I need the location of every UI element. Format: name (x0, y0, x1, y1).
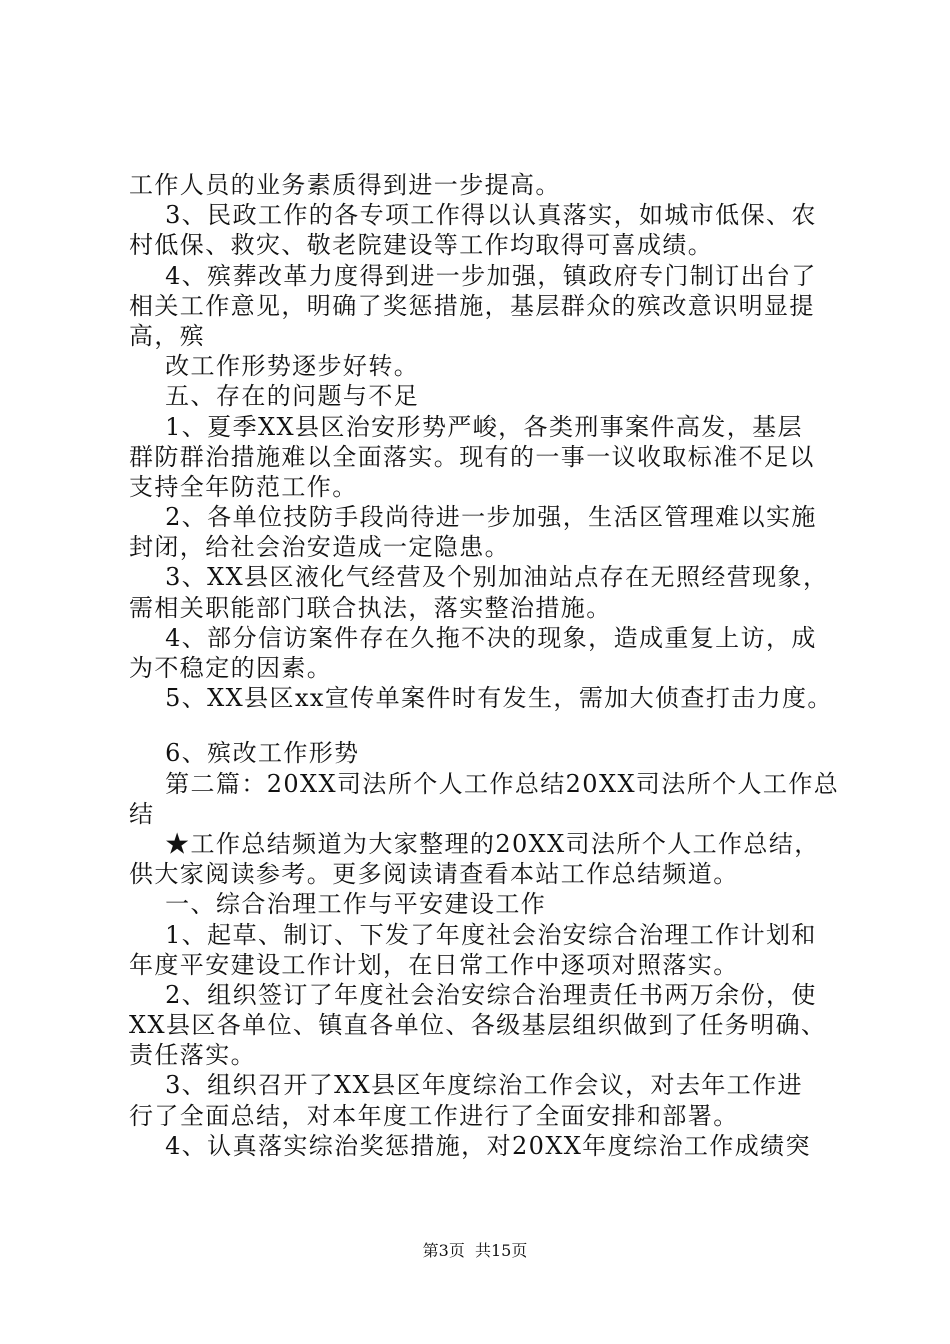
chapter-heading-continued: 结 (129, 799, 155, 828)
text-line: 3、组织召开了XX县区年度综治工作会议，对去年工作进 (129, 1071, 803, 1100)
chapter-heading: 第二篇：20XX司法所个人工作总结20XX司法所个人工作总 (129, 769, 840, 798)
text-line: 2、组织签订了年度社会治安综合治理责任书两万余份，使 (129, 980, 817, 1009)
text-line: ★工作总结频道为大家整理的20XX司法所个人工作总结， (129, 829, 820, 858)
text-line: 为不稳定的因素。 (129, 654, 333, 682)
text-line: 4、认真落实综治奖惩措施，对20XX年度综治工作成绩突 (129, 1131, 811, 1160)
text-line: 村低保、救灾、敬老院建设等工作均取得可喜成绩。 (129, 231, 714, 260)
section-heading: 一、综合治理工作与平安建设工作 (129, 890, 547, 919)
text-line: 3、XX县区液化气经营及个别加油站点存在无照经营现象， (129, 563, 829, 592)
text-line: 支持全年防范工作。 (129, 472, 358, 501)
text-line: 改工作形势逐步好转。 (129, 352, 420, 381)
text-line: 相关工作意见，明确了奖惩措施，基层群众的殡改意识明显提 (129, 291, 815, 320)
text-line: 行了全面总结，对本年度工作进行了全面安排和部署。 (129, 1101, 739, 1130)
text-line: 2、各单位技防手段尚待进一步加强，生活区管理难以实施 (129, 503, 817, 532)
text-line: 供大家阅读参考。更多阅读请查看本站工作总结频道。 (129, 860, 739, 889)
text-line: XX县区各单位、镇直各单位、各级基层组织做到了任务明确、 (129, 1011, 827, 1040)
text-line: 4、部分信访案件存在久拖不决的现象，造成重复上访，成 (129, 623, 817, 652)
text-line: 群防群治措施难以全面落实。现有的一事一议收取标准不足以 (129, 442, 815, 471)
text-line: 4、殡葬改革力度得到进一步加强，镇政府专门制订出台了 (129, 261, 817, 290)
text-line: 3、民政工作的各专项工作得以认真落实，如城市低保、农 (129, 201, 817, 230)
page-number-footer: 第3页 共15页 (422, 1241, 528, 1260)
section-heading: 五、存在的问题与不足 (129, 382, 420, 411)
document-body (129, 170, 840, 1161)
text-line: 年度平安建设工作计划，在日常工作中逐项对照落实。 (129, 950, 739, 979)
text-line: 高，殡 (129, 321, 206, 350)
text-line: 封闭，给社会治安造成一定隐患。 (129, 533, 510, 562)
text-line: 责任落实。 (129, 1041, 256, 1070)
text-line: 1、起草、制订、下发了年度社会治安综合治理工作计划和 (129, 920, 817, 949)
text-line: 工作人员的业务素质得到进一步提高。 (129, 171, 561, 199)
text-line: 6、殡改工作形势 (129, 739, 360, 768)
text-line: 需相关职能部门联合执法，落实整治措施。 (129, 593, 612, 622)
text-line: 1、夏季XX县区治安形势严峻，各类刑事案件高发，基层 (129, 412, 803, 441)
text-line: 5、XX县区xx宣传单案件时有发生，需加大侦查打击力度。 (129, 684, 833, 713)
blank-line (129, 713, 835, 738)
